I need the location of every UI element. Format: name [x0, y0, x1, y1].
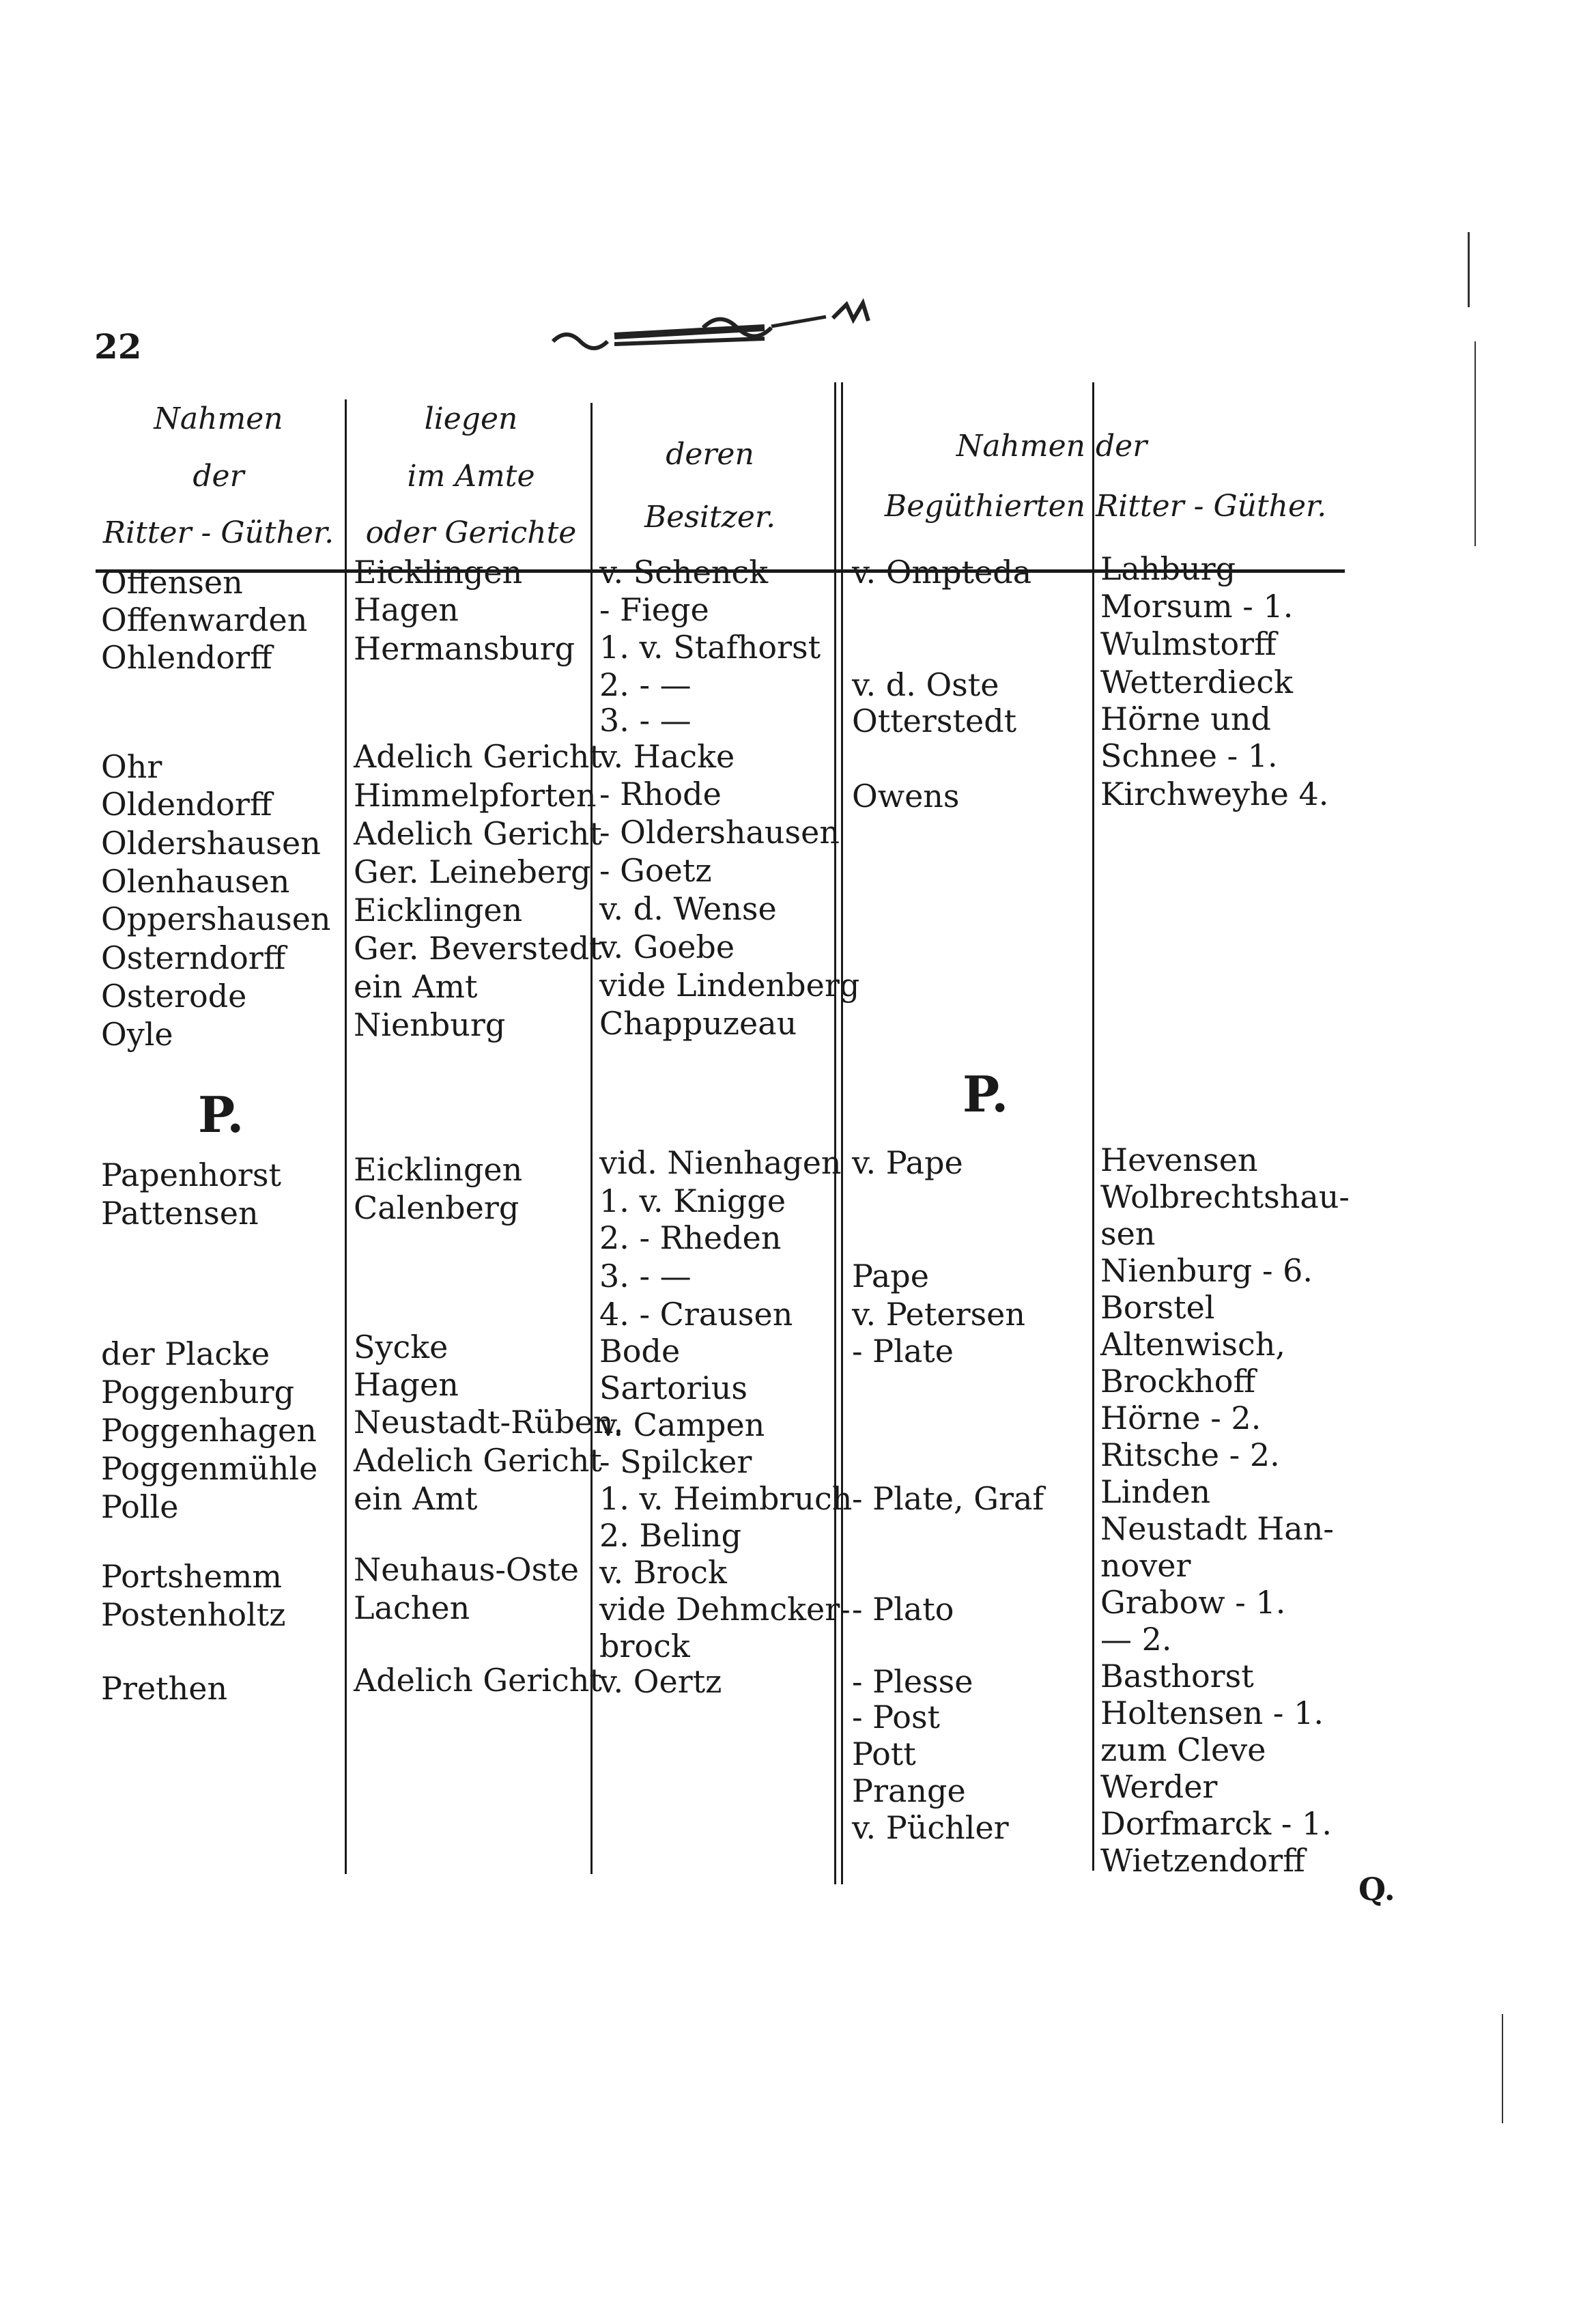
estate-name: Poggenmühle [101, 1450, 318, 1487]
estate-entry: sen [1100, 1215, 1156, 1252]
header-col1 [96, 391, 341, 562]
estate-name: Offenwarden [101, 601, 308, 638]
district-name: Ger. Beverstedt [354, 930, 602, 967]
estate-entry: Wetterdieck [1100, 664, 1293, 700]
header-col3-line2: Besitzer. [644, 500, 776, 535]
estate-name: Papenhorst [101, 1157, 282, 1193]
column-divider-1 [345, 399, 347, 1874]
estate-entry: Dorfmarck - 1. [1100, 1805, 1332, 1842]
estate-name: Offensen [101, 564, 243, 601]
district-name: Eicklingen [354, 554, 523, 591]
column-divider-2 [590, 403, 593, 1874]
estate-entry: Kirchweyhe 4. [1100, 776, 1329, 812]
estate-entry: Werder [1100, 1768, 1218, 1805]
header-col5-line2: Ritter - Güther. [1096, 489, 1327, 524]
estate-entry: Basthorst [1100, 1658, 1254, 1695]
owner-name: brock [599, 1628, 690, 1664]
estate-entry: Holtensen - 1. [1100, 1695, 1324, 1731]
margin-mark-top [1468, 232, 1470, 307]
estate-name: Olenhausen [101, 863, 290, 900]
column-divider-4 [1092, 382, 1094, 1871]
landowner-name: - Post [852, 1699, 941, 1735]
owner-name: 2. - — [599, 666, 692, 703]
estate-entry: Hörne und [1100, 700, 1271, 737]
owner-name: v. d. Wense [599, 890, 777, 927]
landowner-name: - Plate, Graf [852, 1480, 1044, 1517]
district-name: ein Amt [354, 1480, 478, 1517]
landowner-name: v. Petersen [852, 1296, 1026, 1333]
district-name: Neuhaus-Oste [354, 1551, 579, 1588]
landowner-name: v. Pape [852, 1144, 963, 1181]
catchword: Q. [1358, 1871, 1395, 1908]
header-col5-line1: der [1096, 429, 1148, 464]
estate-entry: — 2. [1100, 1621, 1172, 1658]
estate-entry: Nienburg - 6. [1100, 1252, 1313, 1289]
landowner-name: Pott [852, 1735, 916, 1772]
landowner-name: v. Püchler [852, 1809, 1009, 1846]
estate-name: Poggenhagen [101, 1412, 317, 1449]
district-name: Hagen [354, 591, 459, 628]
estate-name: Poggenburg [101, 1374, 295, 1411]
header-col2-line2: im Amte [407, 458, 535, 494]
estate-entry: Wulmstorff [1100, 625, 1277, 662]
header-col1-line3: Ritter - Güther. [102, 515, 334, 551]
estate-entry: Wietzendorff [1100, 1842, 1305, 1879]
owner-name: v. Campen [599, 1406, 765, 1443]
estate-entry: Schnee - 1. [1100, 737, 1278, 774]
page-number: 22 [94, 326, 142, 367]
district-name: Ger. Leineberg [354, 853, 591, 890]
owner-name: 1. v. Knigge [599, 1182, 786, 1219]
estate-entry: Grabow - 1. [1100, 1584, 1286, 1621]
owner-name: 3. - — [599, 1258, 692, 1294]
landowner-name: Prange [852, 1772, 966, 1809]
estate-name: Oyle [101, 1016, 173, 1053]
landowner-name: - Plato [852, 1591, 954, 1628]
owner-name: vid. Nienhagen [599, 1144, 842, 1181]
owner-name: - Rhode [599, 776, 722, 812]
owner-name: v. Oertz [599, 1663, 722, 1700]
estate-name: Postenholtz [101, 1596, 286, 1633]
owner-name: - Fiege [599, 591, 709, 628]
landowner-name: Owens [852, 778, 960, 814]
owner-name: v. Brock [599, 1554, 727, 1591]
margin-mark-bottom [1502, 2014, 1503, 2123]
owner-name: - Spilcker [599, 1443, 752, 1480]
header-col4-line1: Nahmen [956, 429, 1085, 464]
owner-name: Chappuzeau [599, 1005, 797, 1042]
estate-entry: Hörne - 2. [1100, 1400, 1262, 1436]
estate-name: Polle [101, 1488, 179, 1525]
estate-entry: Borstel [1100, 1289, 1215, 1326]
district-name: Lachen [354, 1589, 470, 1626]
estate-name: Portshemm [101, 1558, 282, 1595]
estate-name: Oldendorff [101, 786, 272, 823]
owner-name: v. Goebe [599, 929, 735, 965]
ornament-icon [539, 287, 922, 369]
estate-name: Oldershausen [101, 825, 321, 862]
district-name: Hagen [354, 1366, 459, 1403]
owner-name: - Oldershausen [599, 814, 840, 851]
owner-name: v. Schenck [599, 554, 769, 591]
estate-name: Osterode [101, 978, 247, 1015]
landowner-name: v. Ompteda [852, 554, 1032, 591]
owner-name: 3. - — [599, 702, 692, 739]
estate-name: Pattensen [101, 1195, 259, 1232]
district-name: Adelich Gericht [354, 738, 602, 775]
estate-name: Osterndorff [101, 939, 286, 976]
estate-entry: Brockhoff [1100, 1363, 1256, 1400]
header-col2 [355, 391, 587, 562]
header-col1-line2: der [193, 458, 244, 494]
section-letter-left: P. [198, 1086, 244, 1144]
owner-name: 2. Beling [599, 1517, 742, 1554]
owner-name: 1. v. Stafhorst [599, 629, 821, 666]
owner-name: 1. v. Heimbruch [599, 1480, 853, 1517]
estate-entry: zum Cleve [1100, 1731, 1266, 1768]
estate-name: Ohr [101, 748, 162, 785]
district-name: ein Amt [354, 968, 478, 1005]
estate-name: Prethen [101, 1670, 228, 1707]
district-name: Eicklingen [354, 1151, 523, 1188]
estate-name: Ohlendorff [101, 639, 272, 676]
owner-name: - Goetz [599, 852, 712, 889]
owner-name: vide Dehmcker- [599, 1591, 851, 1628]
district-name: Eicklingen [354, 892, 523, 929]
estate-entry: Linden [1100, 1473, 1211, 1510]
estate-entry: Lahburg [1100, 550, 1236, 587]
header-col5 [1096, 416, 1341, 537]
district-name: Adelich Gericht [354, 1442, 602, 1479]
owner-name: 2. - Rheden [599, 1219, 782, 1256]
estate-name: Oppershausen [101, 901, 331, 937]
district-name: Sycke [354, 1329, 448, 1365]
column-divider-3b [841, 382, 843, 1884]
estate-entry: nover [1100, 1547, 1191, 1584]
section-letter-right: P. [963, 1065, 1009, 1123]
owner-name: vide Lindenberg [599, 967, 860, 1004]
district-name: Himmelpforten [354, 777, 597, 814]
landowner-name: - Plesse [852, 1663, 973, 1700]
column-divider-3a [834, 382, 836, 1884]
district-name: Hermansburg [354, 630, 575, 667]
header-col2-line3: oder Gerichte [365, 515, 577, 551]
header-col4-line2: Begüthierten [884, 489, 1085, 524]
estate-entry: Hevensen [1100, 1142, 1258, 1178]
landowner-name: v. d. Oste [852, 666, 999, 703]
district-name: Neustadt-Rüben. [354, 1404, 624, 1441]
header-col1-line1: Nahmen [154, 401, 283, 436]
header-col3-line1: deren [666, 437, 754, 472]
owner-name: Bode [599, 1333, 681, 1370]
owner-name: 4. - Crausen [599, 1296, 793, 1333]
landowner-name: Pape [852, 1258, 929, 1294]
district-name: Nienburg [354, 1006, 506, 1043]
header-col3 [594, 423, 826, 550]
landowner-name: Otterstedt [852, 703, 1017, 739]
estate-entry: Altenwisch, [1100, 1326, 1285, 1363]
header-col4 [853, 416, 1085, 537]
district-name: Adelich Gericht [354, 815, 602, 852]
estate-entry: Neustadt Han- [1100, 1510, 1334, 1547]
owner-name: Sartorius [599, 1370, 748, 1406]
margin-mark-side [1474, 341, 1476, 546]
estate-name: der Placke [101, 1335, 270, 1372]
header-col2-line1: liegen [424, 401, 518, 436]
landowner-name: - Plate [852, 1333, 954, 1370]
district-name: Adelich Gericht [354, 1662, 602, 1699]
estate-entry: Morsum - 1. [1100, 588, 1294, 625]
district-name: Calenberg [354, 1189, 519, 1226]
owner-name: v. Hacke [599, 738, 735, 775]
estate-entry: Ritsche - 2. [1100, 1436, 1280, 1473]
estate-entry: Wolbrechtshau- [1100, 1178, 1350, 1215]
